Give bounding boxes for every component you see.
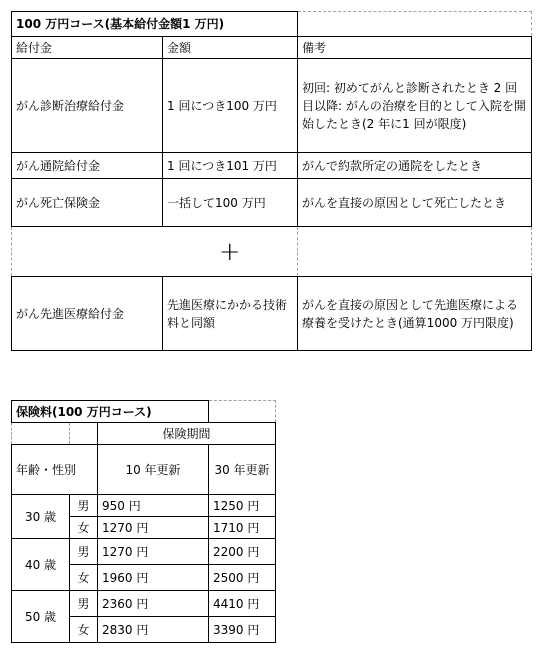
benefit-amount: 先進医療にかかる技術料と同額 [163,277,298,351]
age-cell: 50 歳 [12,591,70,643]
premium-10-cell: 950 円 [98,495,209,517]
period-header: 保険期間 [98,423,276,445]
premium-30-cell: 3390 円 [209,617,276,643]
header-note: 備考 [298,37,532,59]
premium-30-cell: 1250 円 [209,495,276,517]
age-cell: 30 歳 [12,495,70,539]
gender-cell: 女 [70,517,98,539]
gender-cell: 男 [70,495,98,517]
benefit-table [11,11,532,351]
spacer-cell [12,227,163,277]
premium-30-cell: 2500 円 [209,565,276,591]
premium-table-title: 保険料(100 万円コース) [12,401,209,423]
gender-cell: 女 [70,565,98,591]
premium-10-cell: 1960 円 [98,565,209,591]
gender-cell: 女 [70,617,98,643]
benefit-name: がん通院給付金 [12,153,163,179]
title-empty-cell [209,401,276,423]
premium-10-cell: 2830 円 [98,617,209,643]
benefit-name: がん死亡保険金 [12,179,163,227]
premium-table [11,400,276,643]
empty-header-cell [70,423,98,445]
spacer-cell [298,227,532,277]
benefit-note: がんで約款所定の通院をしたとき [298,153,532,179]
gender-cell: 男 [70,591,98,617]
empty-header-cell [12,423,70,445]
plus-sign: + [218,236,241,267]
benefit-table-title: 100 万円コース(基本給付金額1 万円) [12,12,298,37]
benefit-note: 初回: 初めてがんと診断されたとき 2 回目以降: がんの治療を目的として入院を開始したとき(2 年に1 回が限度) [298,59,532,153]
gender-cell: 男 [70,539,98,565]
premium-10-cell: 1270 円 [98,517,209,539]
title-empty-cell [298,12,532,37]
premium-30-cell: 4410 円 [209,591,276,617]
benefit-name: がん診断治療給付金 [12,59,163,153]
premium-30-cell: 1710 円 [209,517,276,539]
age-cell: 40 歳 [12,539,70,591]
col-10-header: 10 年更新 [98,445,209,495]
premium-10-cell: 2360 円 [98,591,209,617]
premium-10-cell: 1270 円 [98,539,209,565]
benefit-name: がん先進医療給付金 [12,277,163,351]
age-gender-header: 年齢・性別 [12,445,98,495]
benefit-amount: 1 回につき101 万円 [163,153,298,179]
header-amount: 金額 [163,37,298,59]
header-benefit: 給付金 [12,37,163,59]
benefit-amount: 一括して100 万円 [163,179,298,227]
premium-30-cell: 2200 円 [209,539,276,565]
benefit-note: がんを直接の原因として先進医療による療養を受けたとき(通算1000 万円限度) [298,277,532,351]
col-30-header: 30 年更新 [209,445,276,495]
benefit-note: がんを直接の原因として死亡したとき [298,179,532,227]
benefit-amount: 1 回につき100 万円 [163,59,298,153]
